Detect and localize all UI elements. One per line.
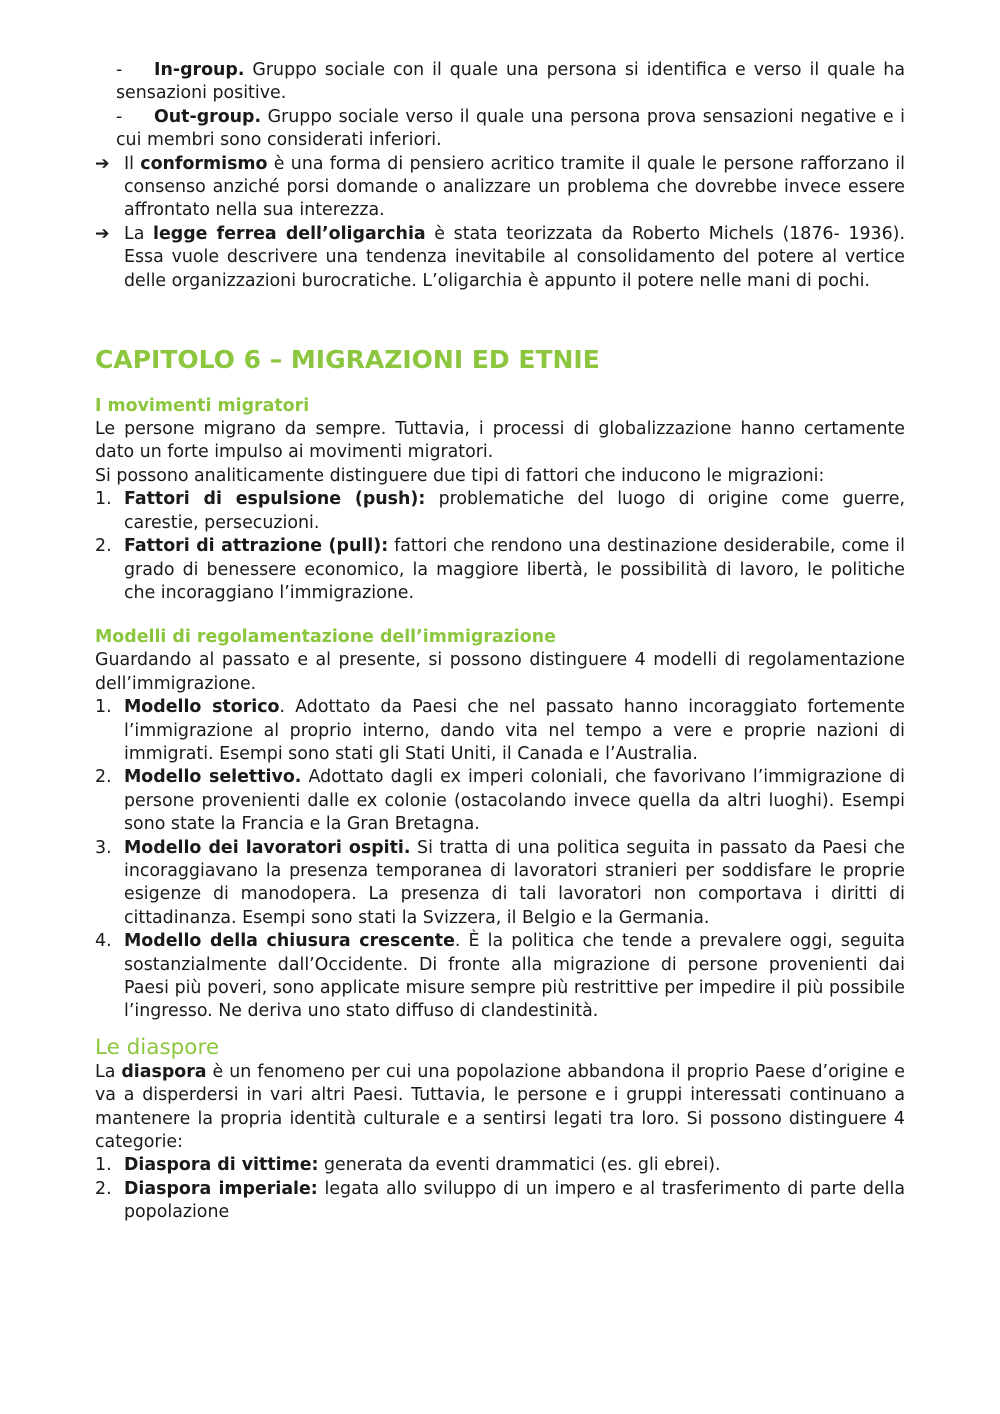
item-text: Si tratta di una politica seguita in passato da Paesi che incoraggiavano la presenza temporanea di lavoratori stranieri per soddisfare le proprie esigenze di manodopera. La presenza di tali lavoratori non comportava i diritti di cittadinanza. Esempi sono stati la Svizzera, il Belgio e la Germania.: [124, 837, 905, 928]
item-text: Adottato dagli ex imperi coloniali, che favorivano l’immigrazione di persone provenienti dalle ex colonie (ostacolando invece quella da altri luoghi). Esempi sono state la Francia e la Gran Bretagna.: [124, 767, 905, 835]
term: Modello selettivo.: [124, 767, 302, 788]
item-number: 2.: [95, 536, 112, 557]
term: Modello della chiusura crescente: [124, 931, 455, 952]
item-number: 1.: [95, 1155, 112, 1176]
list-item-diaspora-vittime: [95, 1154, 905, 1177]
list-item-conformismo: ➔ Il conformismo è una forma di pensiero acritico tramite il quale le persone rafforzano il consenso anziché porsi domande o analizzare un problema che dovrebbe invece essere affrontato nella sua interezza.: [95, 153, 905, 221]
section-title-diaspore: Le diaspore: [95, 1034, 220, 1060]
term: Diaspora imperiale:: [124, 1178, 318, 1199]
term: Modello dei lavoratori ospiti.: [124, 837, 411, 858]
section-title-modelli: Modelli di regolamentazione dell’immigrazione: [95, 627, 556, 648]
term-diaspora: diaspora: [121, 1061, 207, 1082]
item-number: 1.: [95, 489, 112, 510]
term: Fattori di espulsione (push):: [124, 489, 426, 510]
paragraph: Si possono analiticamente distinguere due tipi di fattori che inducono le migrazioni:: [95, 465, 825, 486]
definition-conformismo: è una forma di pensiero acritico tramite il quale le persone rafforzano il consenso anziché porsi domande o analizzare un problema che dovrebbe invece essere affrontato nella sua interezza.: [124, 153, 905, 221]
list-item-push: [95, 488, 905, 535]
item-text: problematiche del luogo di origine come guerre, carestie, persecuzioni.: [124, 489, 905, 533]
term-conformismo: conformismo: [140, 153, 268, 174]
list-item-in-group: [95, 59, 905, 106]
item-text: . Adottato da Paesi che nel passato hanno incoraggiato fortemente l’immigrazione al proprio interno, dando vita nel tempo a vere e proprie nazioni di immigrati. Esempi sono stati gli Stati Uniti, il Canada e l’Australia.: [124, 697, 905, 764]
paragraph: La diaspora è un fenomeno per cui una popolazione abbandona il proprio Paese d’origine e va a disperdersi in vari altri Paesi. Tuttavia, le persone e i gruppi interessati continuano a mantenere la propria identità culturale e a sentirsi legati tra loro. Si possono distinguere 4 categorie:: [95, 1061, 905, 1153]
paragraph: Le persone migrano da sempre. Tuttavia, i processi di globalizzazione hanno certamente dato un forte impulso ai movimenti migratori.: [95, 419, 905, 463]
arrow-bullet-icon: ➔: [95, 223, 110, 244]
term: Modello storico: [124, 697, 280, 718]
definition-oligarchia: è stata teorizzata da Roberto Michels (1876- 1936). Essa vuole descrivere una tendenza inevitabile al consolidamento del potere al vertice delle organizzazioni burocratiche. L’oligarchia è appunto il potere nelle mani di pochi.: [124, 223, 905, 291]
list-item-lavoratori-ospiti: [95, 837, 905, 931]
list-item-modello-storico: [95, 696, 905, 766]
definition-in-group: Gruppo sociale con il quale una persona si identifica e verso il quale ha sensazioni positive.: [116, 60, 905, 104]
item-number: 1.: [95, 697, 112, 718]
dash-bullet: -: [116, 60, 123, 80]
item-number: 2.: [95, 1178, 112, 1199]
item-text: fattori che rendono una destinazione desiderabile, come il grado di benessere economico, la maggiore libertà, le possibilità di lavoro, le politiche che incoraggiano l’immigrazione.: [124, 536, 905, 603]
page-content: [95, 59, 905, 1225]
paragraph: Guardando al passato e al presente, si possono distinguere 4 modelli di regolamentazione dell’immigrazione.: [95, 650, 905, 694]
list-item-pull: [95, 535, 905, 605]
chapter-title: CAPITOLO 6 – MIGRAZIONI ED ETNIE: [95, 345, 600, 375]
item-text: . È la politica che tende a prevalere oggi, seguita sostanzialmente dall’Occidente. Di fronte alla migrazione di persone provenienti dai Paesi più poveri, sono applicate misure sempre più restrittive per impedire il più possibile l’ingresso. Ne deriva uno stato diffuso di clandestinità.: [124, 931, 905, 1022]
arrow-bullet-icon: ➔: [95, 153, 110, 174]
item-number: 3.: [95, 837, 112, 858]
term: Fattori di attrazione (pull):: [124, 536, 389, 557]
item-number: 2.: [95, 767, 112, 788]
term-in-group: In-group.: [154, 60, 245, 80]
definition-out-group: Gruppo sociale verso il quale una persona prova sensazioni negative e i cui membri sono considerati inferiori.: [116, 106, 905, 151]
item-number: 4.: [95, 931, 112, 952]
term-out-group: Out-group.: [154, 106, 262, 127]
list-item-chiusura-crescente: [95, 930, 905, 1024]
dash-bullet: -: [116, 106, 123, 127]
term: Diaspora di vittime:: [124, 1155, 319, 1176]
item-text: generata da eventi drammatici (es. gli ebrei).: [318, 1155, 721, 1176]
list-item-oligarchia: ➔ La legge ferrea dell’oligarchia è stata teorizzata da Roberto Michels (1876- 1936). Essa vuole descrivere una tendenza inevitabile al consolidamento del potere al vertice delle organizzazioni burocratiche. L’oligarchia è appunto il potere nelle mani di pochi.: [95, 223, 905, 291]
item-text: legata allo sviluppo di un impero e al trasferimento di parte della popolazione: [124, 1178, 905, 1223]
list-item-out-group: [95, 106, 905, 153]
term-oligarchia: legge ferrea dell’oligarchia: [153, 223, 426, 244]
list-item-diaspora-imperiale: [95, 1178, 905, 1225]
list-item-modello-selettivo: [95, 766, 905, 836]
section-title-movimenti: I movimenti migratori: [95, 396, 310, 417]
